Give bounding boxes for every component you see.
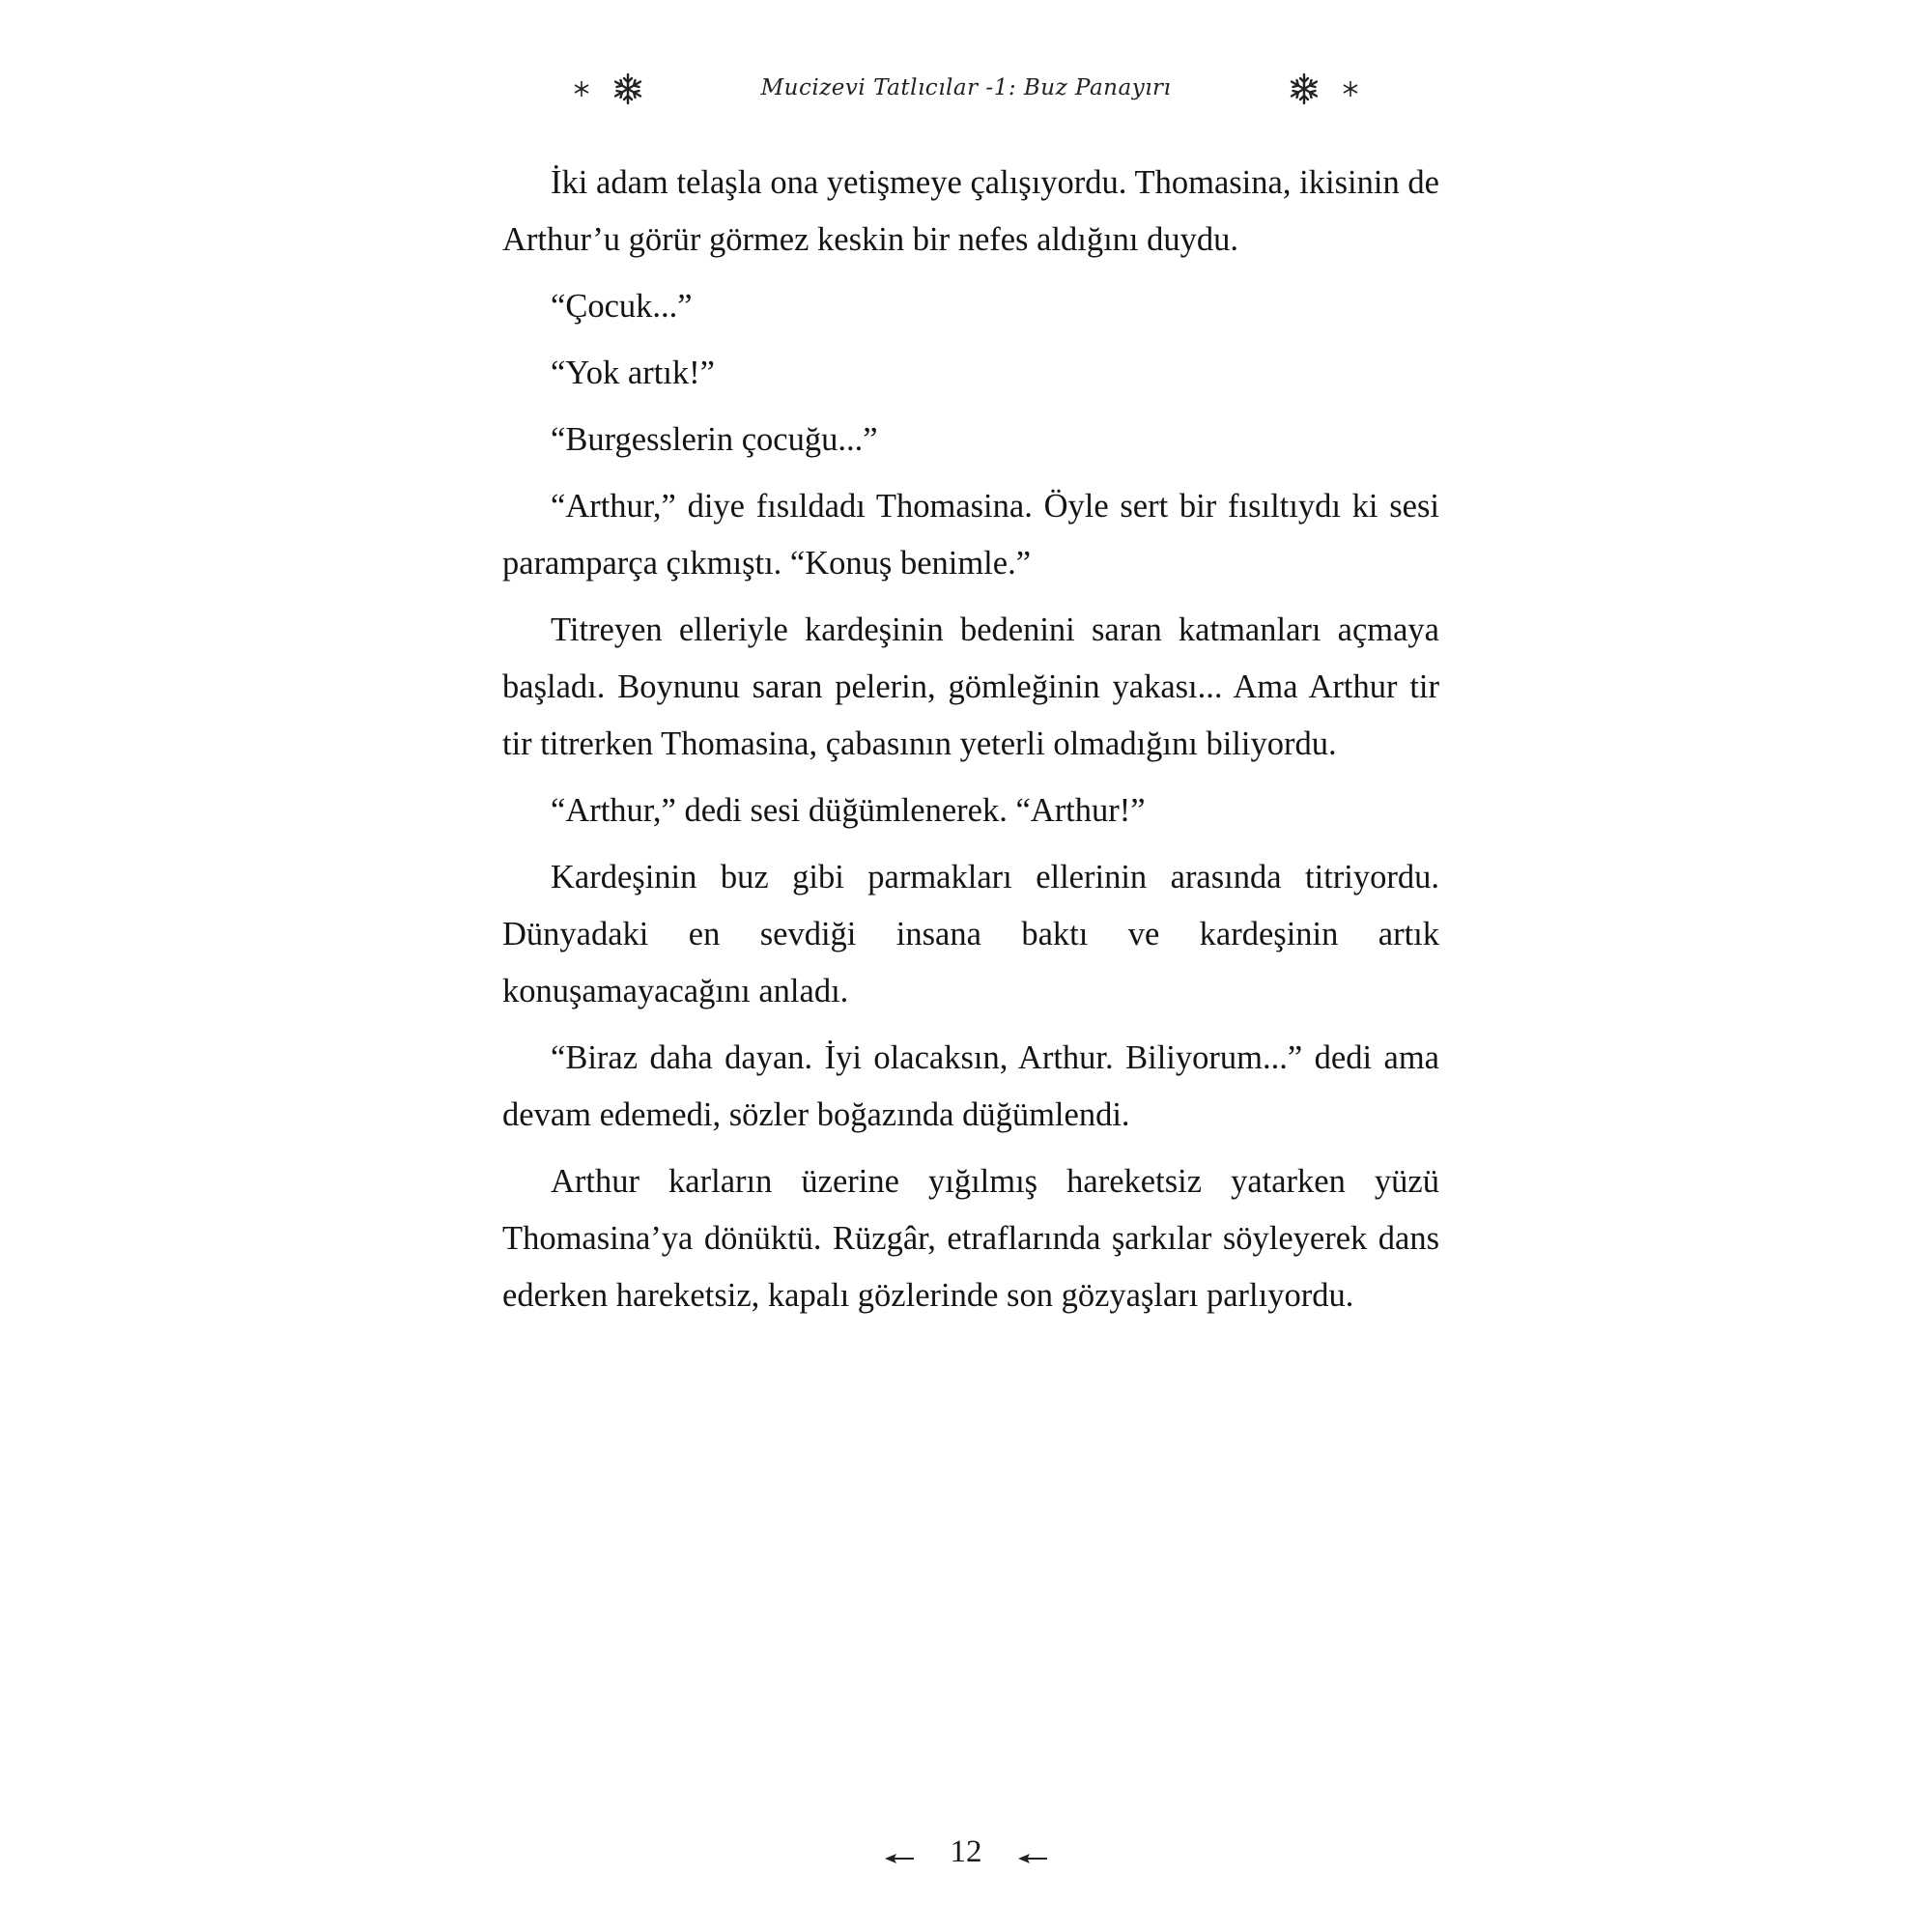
paragraph: Arthur karların üzerine yığılmış hareketsiz yatarken yüzü Thomasina’ya dönüktü. Rüzgâr, etraflarında şarkılar söyleyerek dans ederken hareketsiz, kapalı gözlerinde son gözyaşları parlıyordu. bbox=[502, 1163, 1439, 1314]
paragraph: Titreyen elleriyle kardeşinin bedenini saran katmanları açmaya başladı. Boynunu saran pelerin, gömleğinin yakası... Ama Arthur tir tir titrerken Thomasina, çabasının yeterli olmadığını biliyordu. bbox=[502, 611, 1439, 762]
paragraph: İki adam telaşla ona yetişmeye çalışıyordu. Thomasina, ikisinin de Arthur’u görür görmez keskin bir nefes aldığını duydu. bbox=[502, 164, 1439, 258]
paragraph: Kardeşinin buz gibi parmakları ellerinin arasında titriyordu. Dünyadaki en sevdiği insana baktı ve kardeşinin artık konuşamayacağını anladı. bbox=[502, 859, 1439, 1009]
page-footer bbox=[869, 1831, 1063, 1879]
paragraph: “Arthur,” diye fısıldadı Thomasina. Öyle sert bir fısıltıydı ki sesi paramparça çıkmıştı. “Konuş benimle.” bbox=[502, 488, 1439, 582]
running-header bbox=[560, 68, 1372, 116]
body-text bbox=[502, 155, 1439, 1334]
small-star-icon bbox=[1344, 81, 1357, 97]
snowflake-icon bbox=[1292, 74, 1317, 103]
right-arrow-ornament-icon bbox=[1018, 1850, 1047, 1868]
paragraph: “Arthur,” dedi sesi düğümlenerek. “Arthur!” bbox=[551, 792, 1146, 829]
book-title: Mucizevi Tatlıcılar -1: Buz Panayırı bbox=[760, 75, 1172, 100]
paragraph: “Yok artık!” bbox=[551, 355, 715, 391]
page-number: 12 bbox=[950, 1834, 982, 1869]
header-ornament-right bbox=[1285, 68, 1372, 110]
paragraph: “Çocuk...” bbox=[551, 288, 693, 325]
paragraph: “Biraz daha dayan. İyi olacaksın, Arthur. Biliyorum...” dedi ama devam edemedi, sözler boğazında düğümlendi. bbox=[502, 1039, 1439, 1133]
paragraph: “Burgesslerin çocuğu...” bbox=[551, 421, 878, 458]
